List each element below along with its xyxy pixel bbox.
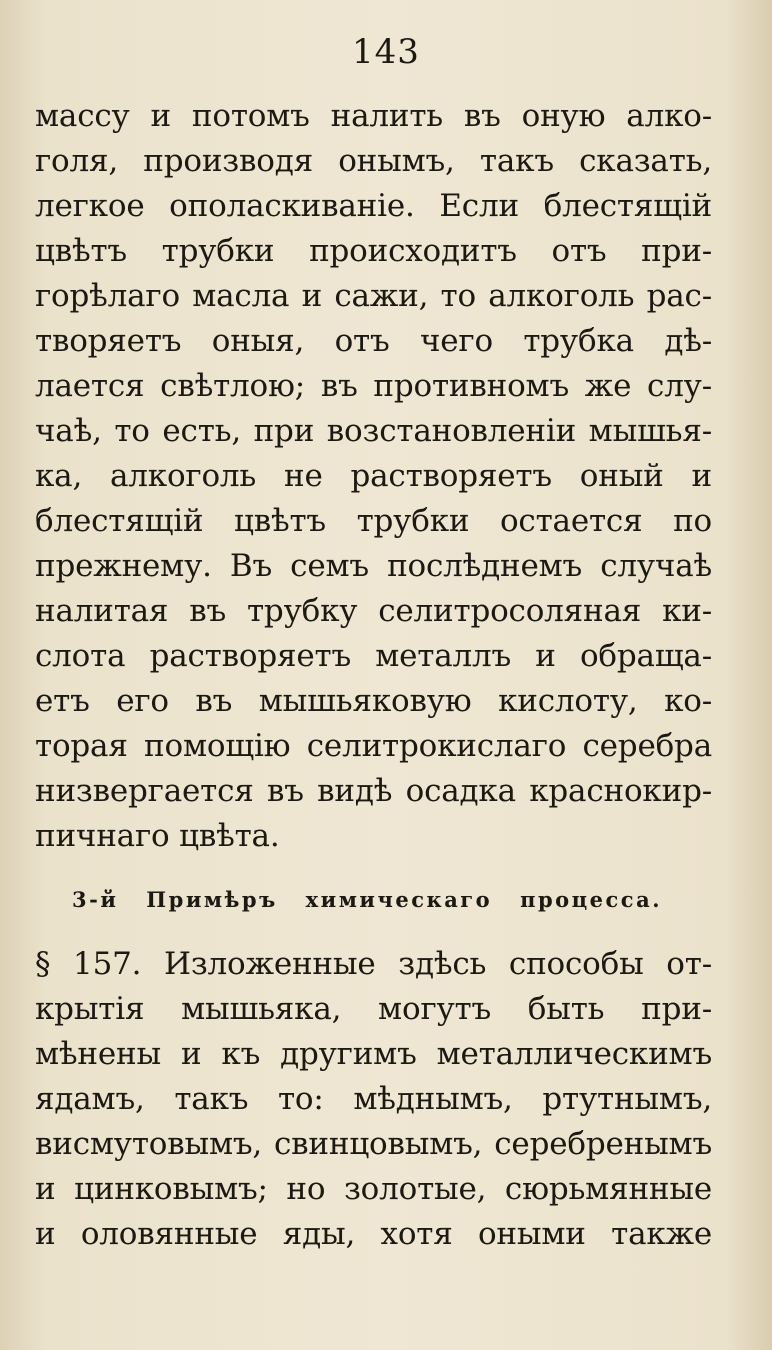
text-line: мѣнены и къ другимъ металлическимъ [35, 1036, 712, 1072]
page-number: 143 [352, 32, 420, 72]
text-line: слота растворяетъ металлъ и обраща- [35, 638, 712, 674]
text-line: творяетъ оныя, отъ чего трубка дѣ- [35, 323, 712, 359]
text-line: низвергается въ видѣ осадка краснокир- [35, 773, 712, 809]
text-line: прежнему. Въ семъ послѣднемъ случаѣ [35, 548, 712, 584]
text-line: горѣлаго масла и сажи, то алкоголь рас- [35, 278, 712, 314]
text-line: висмутовымъ, свинцовымъ, серебренымъ [35, 1126, 712, 1162]
text-line: и цинковымъ; но золотые, сюрьмянные [35, 1171, 712, 1207]
text-line: крытія мышьяка, могутъ быть при- [35, 991, 712, 1027]
text-line: етъ его въ мышьяковую кислоту, ко- [35, 683, 712, 719]
text-line: легкое ополаскиваніе. Если блестящій [35, 188, 712, 224]
text-line: ка, алкоголь не растворяетъ оный и [35, 458, 712, 494]
section-heading: 3-й Примѣръ химическаго процесса. [72, 887, 662, 912]
text-line: налитая въ трубку селитросоляная ки- [35, 593, 712, 629]
text-line: блестящій цвѣтъ трубки остается по [35, 503, 712, 539]
text-line: § 157. Изложенные здѣсь способы от- [35, 946, 712, 982]
text-line: массу и потомъ налить въ оную алко- [35, 98, 712, 134]
text-line: цвѣтъ трубки происходитъ отъ при- [35, 233, 712, 269]
text-line: чаѣ, то есть, при возстановленіи мышья- [35, 413, 712, 449]
text-line: и оловянные яды, хотя оными также [35, 1216, 712, 1252]
text-line: лается свѣтлою; въ противномъ же слу- [35, 368, 712, 404]
text-line: ядамъ, такъ то: мѣднымъ, ртутнымъ, [35, 1081, 712, 1117]
text-line: пичнаго цвѣта. [35, 818, 280, 854]
text-line: голя, производя онымъ, такъ сказать, [35, 143, 712, 179]
text-line: торая помощію селитрокислаго серебра [35, 728, 712, 764]
